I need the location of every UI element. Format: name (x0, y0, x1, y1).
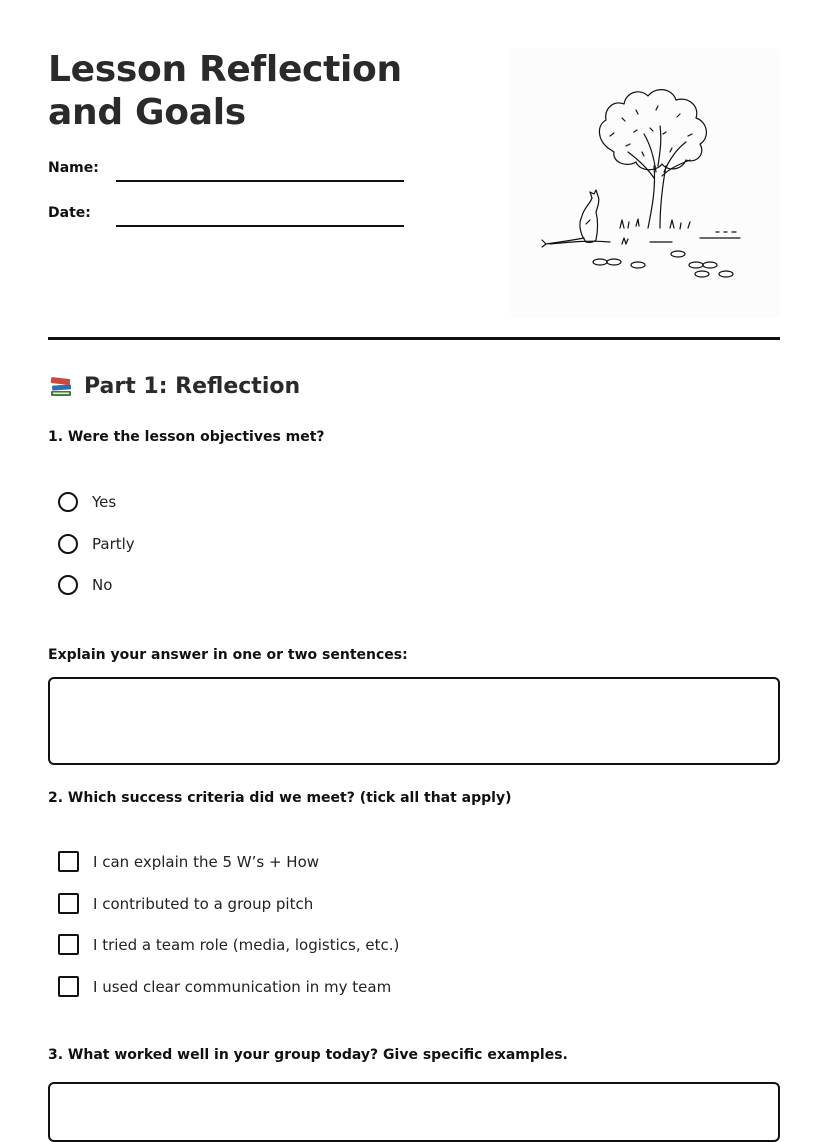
option-label: Partly (92, 535, 135, 553)
q2-option-communication[interactable] (58, 976, 391, 997)
checkbox[interactable] (58, 893, 79, 914)
q1-option-no[interactable] (58, 575, 112, 595)
radio-button[interactable] (58, 575, 78, 595)
checkbox[interactable] (58, 851, 79, 872)
q1-option-partly[interactable] (58, 534, 135, 554)
name-label: Name: (48, 160, 99, 176)
worksheet-page (48, 0, 780, 1118)
q2-question: 2. Which success criteria did we meet? (tick all that apply) (48, 790, 512, 806)
option-label: I used clear communication in my team (93, 977, 392, 996)
option-label: I tried a team role (media, logistics, etc.) (93, 935, 400, 954)
q3-question: 3. What worked well in your group today? Give specific examples. (48, 1047, 568, 1063)
books-icon (48, 373, 74, 399)
date-label: Date: (48, 205, 91, 221)
checkbox[interactable] (58, 976, 79, 997)
header-divider (48, 337, 780, 340)
date-field[interactable] (116, 225, 404, 227)
option-label: I contributed to a group pitch (93, 894, 314, 913)
page-title: Lesson Reflection and Goals (48, 49, 402, 133)
option-label: No (92, 576, 113, 594)
option-label: I can explain the 5 W’s + How (93, 852, 320, 871)
checkbox[interactable] (58, 934, 79, 955)
q2-option-group-pitch[interactable] (58, 893, 313, 914)
part1-heading (48, 373, 300, 399)
q1-explain-textbox[interactable] (48, 677, 780, 765)
q2-option-5ws[interactable] (58, 851, 319, 872)
part1-title: Part 1: Reflection (84, 373, 301, 399)
q3-answer-textbox[interactable] (48, 1082, 780, 1142)
name-field[interactable] (116, 180, 404, 182)
radio-button[interactable] (58, 534, 78, 554)
q1-question: 1. Were the lesson objectives met? (48, 429, 325, 445)
radio-button[interactable] (58, 492, 78, 512)
q1-option-yes[interactable] (58, 492, 116, 512)
q2-option-team-role[interactable] (58, 934, 399, 955)
option-label: Yes (92, 493, 117, 511)
tree-kangaroo-illustration (510, 48, 780, 318)
q1-explain-label: Explain your answer in one or two sentences: (48, 647, 408, 663)
